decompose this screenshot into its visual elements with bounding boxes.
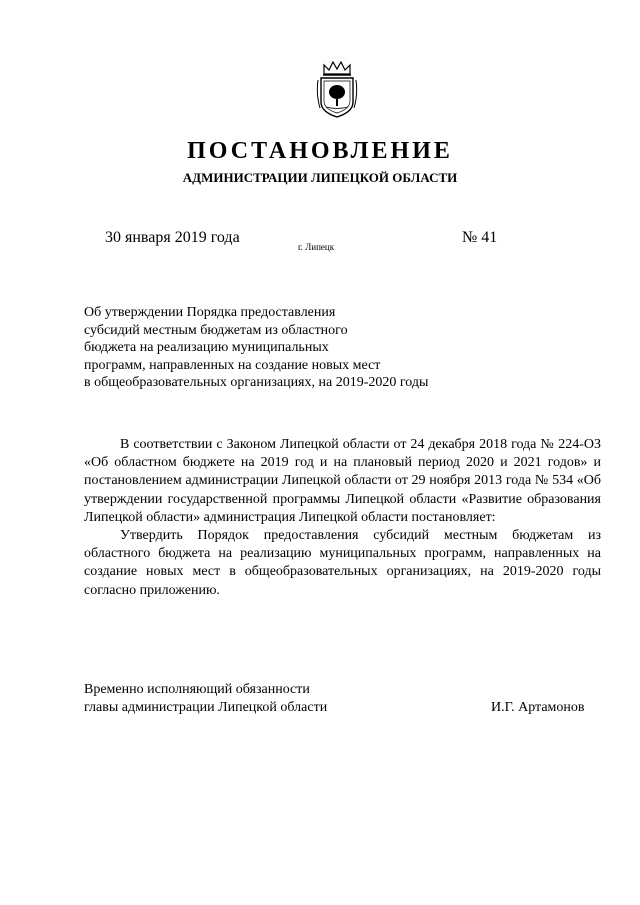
document-number: № 41	[462, 229, 498, 246]
subject-line: программ, направленных на создание новых мест	[84, 357, 381, 373]
signatory-position	[84, 681, 327, 717]
subject-line: субсидий местным бюджетам из областного	[84, 322, 348, 338]
document-date: 30 января 2019 года	[105, 229, 240, 246]
signatory-position-line: главы администрации Липецкой области	[84, 700, 328, 715]
subject-line: в общеобразовательных организациях, на 2019-2020 годы	[84, 375, 429, 390]
body-text	[84, 436, 601, 600]
subject-block	[84, 304, 504, 392]
body-paragraph: В соответствии с Законом Липецкой области от 24 декабря 2018 года № 224-ОЗ «Об областном бюджете на 2019 год и на плановый период 2020 и 2021 годов» и постановлением администрации Липецкой области от 29 ноября 2013 года № 534 «Об утверждении государственной программы Липецкой области «Развитие образования Липецкой области» администрация Липецкой области постановляет:	[84, 437, 601, 525]
signatory-name: И.Г. Артамонов	[491, 700, 585, 715]
page-subtitle: АДМИНИСТРАЦИИ ЛИПЕЦКОЙ ОБЛАСТИ	[182, 170, 458, 185]
document-city: г. Липецк	[298, 242, 335, 252]
signatory-position-line: Временно исполняющий обязанности	[84, 682, 310, 697]
page-title: ПОСТАНОВЛЕНИЕ	[187, 138, 453, 164]
body-paragraph: Утвердить Порядок предоставления субсидий местным бюджетам из областного бюджета на реализацию муниципальных программ, направленных на создание новых мест в общеобразовательных организациях, на 2019-2020 годы согласно приложению.	[84, 528, 601, 598]
subject-line: бюджета на реализацию муниципальных	[84, 340, 329, 355]
coat-of-arms-icon	[316, 60, 358, 120]
subject-line: Об утверждении Порядка предоставления	[84, 305, 336, 320]
